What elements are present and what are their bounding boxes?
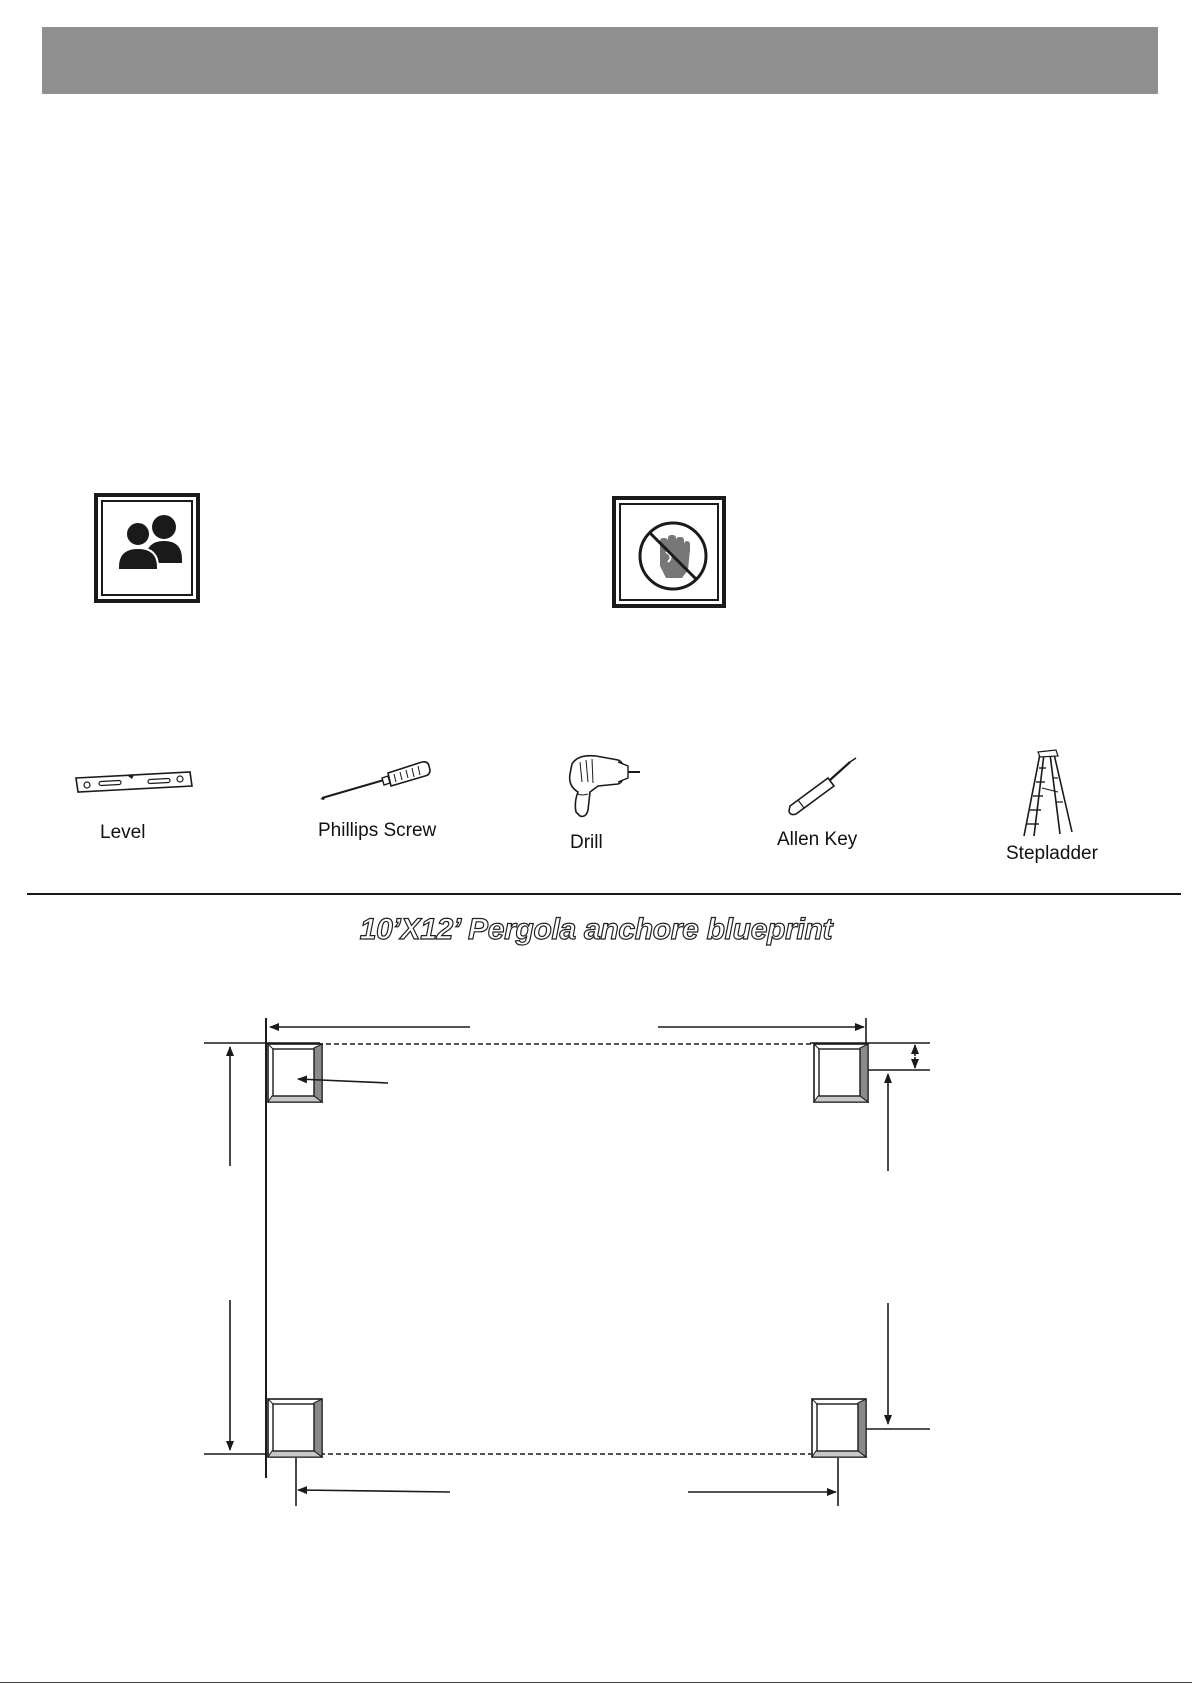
anchor-plate-top-right [814,1044,868,1102]
footer-rule [0,1682,1192,1683]
tool-label-level: Level [100,822,146,843]
tool-label-stepladder: Stepladder [1006,843,1098,864]
anchor-plate-bottom-right [812,1399,866,1457]
tool-label-drill: Drill [570,832,603,853]
anchor-plate-top-left [268,1044,322,1102]
tool-label-phillips-screw: Phillips Screw [318,820,437,841]
blueprint-title: 10’X12’ Pergola anchore blueprint [359,913,833,946]
tool-label-allen-key: Allen Key [777,829,858,850]
dashed-outline [296,1044,838,1454]
anchor-plate-bottom-left [268,1399,322,1457]
